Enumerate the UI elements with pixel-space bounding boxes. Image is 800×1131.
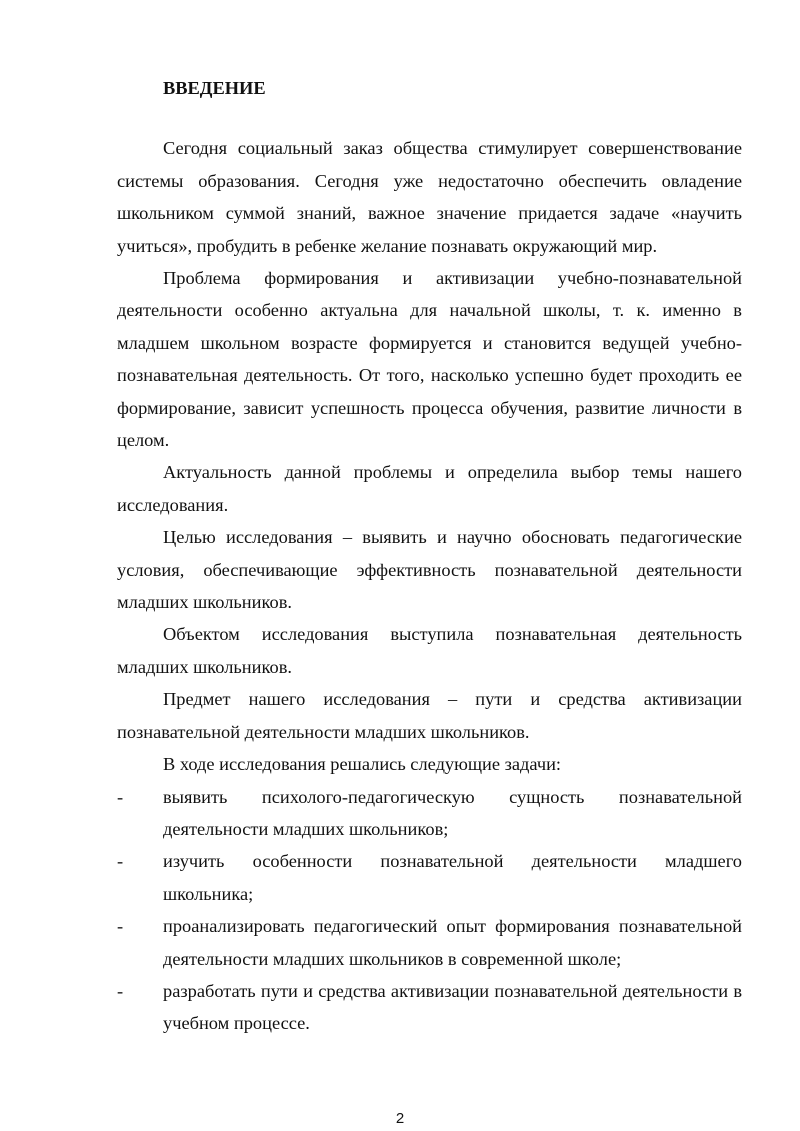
list-item	[117, 845, 742, 910]
list-item-text: выявить психолого-педагогическую сущность познавательной деятельности младших школьников;	[163, 786, 742, 839]
paragraph-problem: Проблема формирования и активизации учебно-познавательной деятельности особенно актуальна для начальной школы, т. к. именно в младшем школьном возрасте формируется и становится ведущей учебно-познавательная деятельность. От того, насколько успешно будет проходить ее формирование, зависит успешность процесса обучения, развитие личности в целом.	[117, 268, 742, 451]
paragraph-object: Объектом исследования выступила познавательная деятельность младших школьников.	[117, 624, 742, 677]
list-dash: -	[117, 786, 124, 807]
list-item	[117, 975, 742, 1040]
paragraph-intro: Сегодня социальный заказ общества стимулирует совершенствование системы образования. Сегодня уже недостаточно обеспечить овладение школьником суммой знаний, важное значение придается задаче «научить учиться», пробудить в ребенке желание познавать окружающий мир.	[117, 138, 742, 256]
list-item-text: изучить особенности познавательной деятельности младшего школьника;	[163, 851, 742, 904]
paragraph-tasks-intro: В ходе исследования решались следующие задачи:	[163, 754, 562, 775]
list-item-text: разработать пути и средства активизации познавательной деятельности в учебном процессе.	[163, 980, 742, 1034]
list-item-text: проанализировать педагогический опыт формирования познавательной деятельности младших школьников в современной школе;	[163, 916, 742, 969]
page-body	[117, 76, 742, 1040]
paragraph-goal: Целью исследования – выявить и научно обосновать педагогические условия, обеспечивающие эффективность познавательной деятельности младших школьников.	[117, 527, 742, 613]
paragraph-subject: Предмет нашего исследования – пути и средства активизации познавательной деятельности младших школьников.	[117, 689, 742, 742]
list-item	[117, 781, 742, 846]
tasks-list	[117, 781, 742, 1040]
list-item	[117, 910, 742, 975]
list-dash: -	[117, 851, 124, 872]
list-dash: -	[117, 916, 124, 937]
paragraph-relevance: Актуальность данной проблемы и определила выбор темы нашего исследования.	[117, 462, 742, 515]
section-heading: ВВЕДЕНИЕ	[163, 78, 266, 98]
page-number: 2	[395, 1110, 405, 1127]
list-dash: -	[117, 980, 124, 1001]
